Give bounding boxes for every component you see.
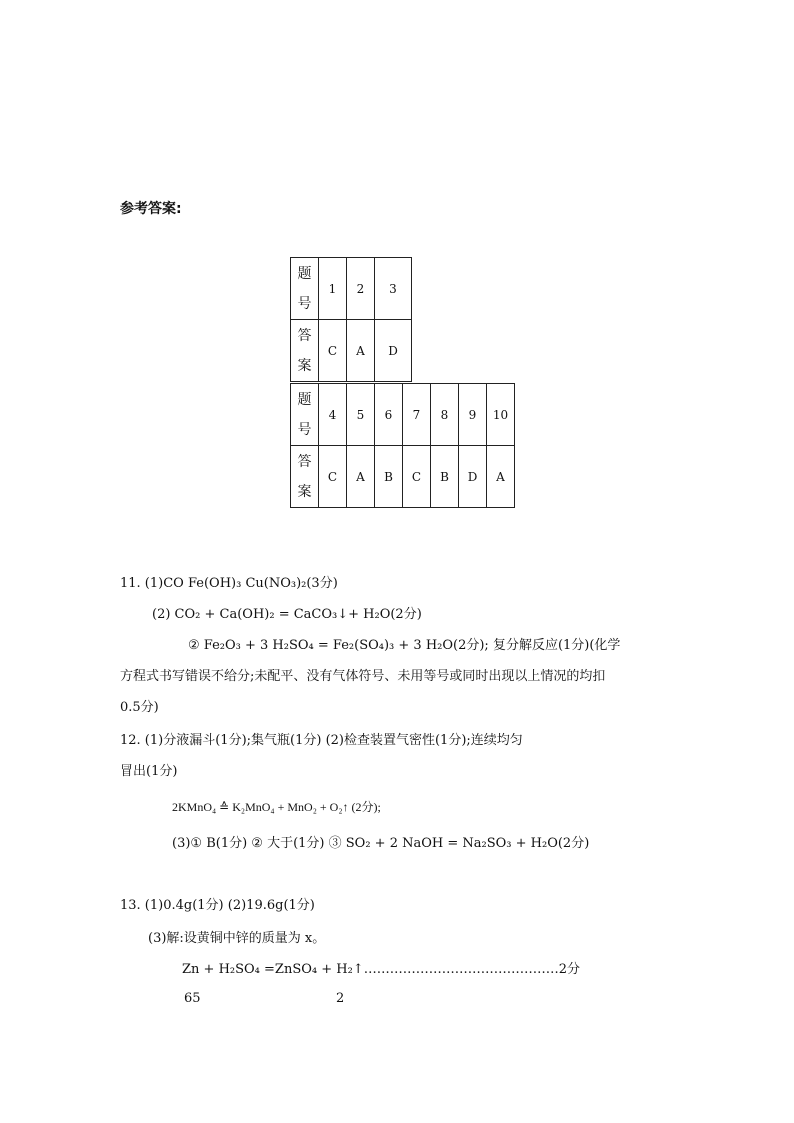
q11-line-4: 方程式书写错误不给分;未配平、没有气体符号、未用等号或同时出现以上情况的均扣 <box>120 669 606 684</box>
table-cell: 9 <box>459 384 487 446</box>
table-cell: B <box>431 446 459 508</box>
q11-line-2: (2) CO₂ + Ca(OH)₂ = CaCO₃↓+ H₂O(2分) <box>152 607 422 622</box>
q13-mass-h2: 2 <box>336 991 345 1006</box>
table-cell: B <box>375 446 403 508</box>
answer-table-bottom <box>290 383 515 508</box>
table-cell: C <box>319 446 347 508</box>
q13-line-1: 13. (1)0.4g(1分) (2)19.6g(1分) <box>120 898 315 913</box>
q13-mass-zn: 65 <box>184 991 201 1006</box>
page-title: 参考答案: <box>120 201 182 217</box>
table-row <box>291 446 515 508</box>
table-cell: 1 <box>319 258 347 320</box>
q13-line-3: Zn + H₂SO₄ =ZnSO₄ + H₂↑………………………………………2分 <box>182 962 580 977</box>
table-cell: 3 <box>375 258 412 320</box>
table-header-cell: 答案 <box>291 320 319 382</box>
answer-table-top <box>290 257 412 382</box>
table-header-cell: 题号 <box>291 258 319 320</box>
table-cell: 2 <box>347 258 375 320</box>
table-cell: A <box>347 446 375 508</box>
table-cell: 6 <box>375 384 403 446</box>
table-row <box>291 258 412 320</box>
table-cell: D <box>375 320 412 382</box>
q11-line-3: ② Fe₂O₃ + 3 H₂SO₄ = Fe₂(SO₄)₃ + 3 H₂O(2分); 复分解反应(1分)(化学 <box>188 638 621 653</box>
table-cell: 10 <box>487 384 515 446</box>
table-cell: C <box>403 446 431 508</box>
table-cell: 4 <box>319 384 347 446</box>
table-header-cell: 题号 <box>291 384 319 446</box>
table-cell: 5 <box>347 384 375 446</box>
q11-line-1: 11. (1)CO Fe(OH)₃ Cu(NO₃)₂(3分) <box>120 576 338 591</box>
q12-line-4: (3)① B(1分) ② 大于(1分) ③ SO₂ + 2 NaOH = Na₂SO₃ + H₂O(2分) <box>172 836 590 851</box>
table-cell: 7 <box>403 384 431 446</box>
table-cell: C <box>319 320 347 382</box>
table-header-cell: 答案 <box>291 446 319 508</box>
q13-line-2: (3)解:设黄铜中锌的质量为 x。 <box>148 931 326 946</box>
table-cell: A <box>487 446 515 508</box>
q12-line-2: 冒出(1分) <box>120 764 178 779</box>
table-cell: 8 <box>431 384 459 446</box>
table-row <box>291 320 412 382</box>
table-row <box>291 384 515 446</box>
table-cell: A <box>347 320 375 382</box>
q11-line-5: 0.5分) <box>120 700 159 715</box>
table-cell: D <box>459 446 487 508</box>
q12-line-1: 12. (1)分液漏斗(1分);集气瓶(1分) (2)检查装置气密性(1分);连续均匀 <box>120 733 523 748</box>
q12-equation: 2KMnO₄ ≙ K₂MnO₄ + MnO₂ + O₂↑ (2分); <box>172 800 381 814</box>
